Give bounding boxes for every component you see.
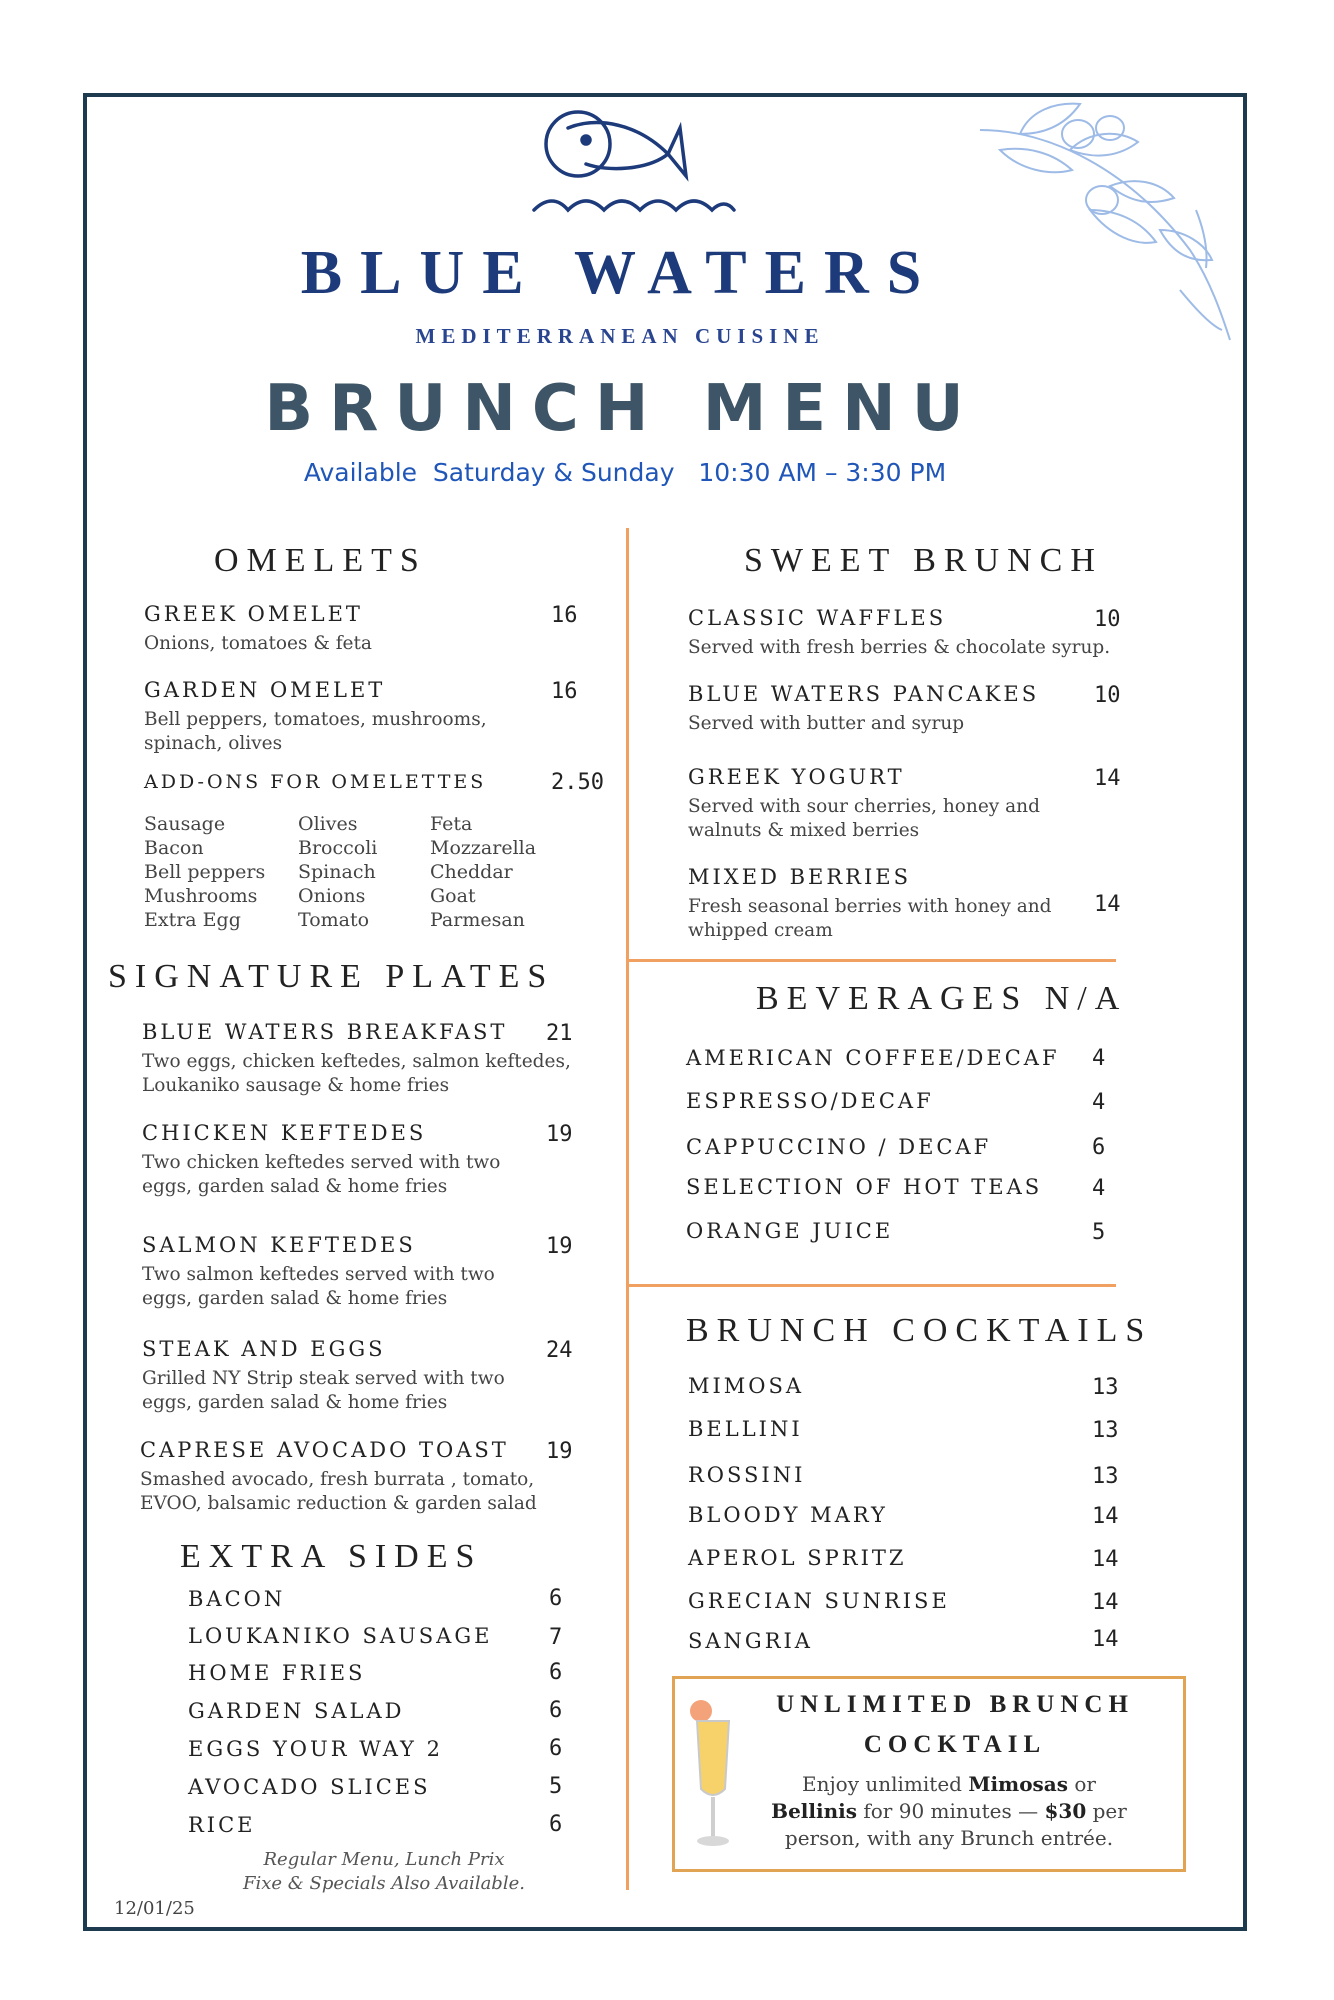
addons-price: 2.50 bbox=[551, 770, 604, 795]
beverage-name: AMERICAN COFFEE/DECAF bbox=[686, 1046, 1060, 1070]
menu-item-description: Onions, tomatoes & feta bbox=[144, 633, 372, 654]
cocktail-name: BELLINI bbox=[688, 1417, 803, 1441]
beverage-price: 4 bbox=[1092, 1176, 1106, 1201]
menu-item-name: BLUE WATERS PANCAKES bbox=[688, 682, 1040, 706]
menu-item-name: MIXED BERRIES bbox=[688, 865, 911, 889]
side-item-price: 6 bbox=[549, 1586, 563, 1611]
menu-item-description: Grilled NY Strip steak served with two eggs, garden salad & home fries bbox=[142, 1368, 505, 1413]
addon-item: Extra Egg bbox=[144, 909, 241, 931]
promo-title: UNLIMITED BRUNCH bbox=[776, 1691, 1134, 1718]
menu-item-price: 19 bbox=[546, 1122, 573, 1147]
addon-item: Tomato bbox=[298, 909, 370, 931]
addon-item: Mozzarella bbox=[430, 837, 537, 859]
brand-subtitle: MEDITERRANEAN CUISINE bbox=[415, 324, 825, 348]
menu-item-description: Served with fresh berries & chocolate syrup. bbox=[688, 637, 1111, 658]
menu-item-description: Two chicken keftedes served with two eggs, garden salad & home fries bbox=[142, 1152, 501, 1197]
menu-item-name: CHICKEN KEFTEDES bbox=[142, 1121, 427, 1145]
section-title-brunch-cocktails: BRUNCH COCKTAILS bbox=[686, 1312, 1153, 1349]
unlimited-cocktail-promo bbox=[672, 1676, 1186, 1872]
menu-item-price: 21 bbox=[546, 1021, 573, 1046]
cocktail-name: BLOODY MARY bbox=[688, 1503, 888, 1527]
beverage-price: 5 bbox=[1092, 1220, 1106, 1245]
cocktail-name: ROSSINI bbox=[688, 1463, 806, 1487]
addon-item: Onions bbox=[298, 885, 366, 907]
menu-item-description: Two eggs, chicken keftedes, salmon keftedes, Loukaniko sausage & home fries bbox=[142, 1051, 571, 1096]
menu-item-description: Two salmon keftedes served with two eggs, garden salad & home fries bbox=[142, 1264, 495, 1309]
beverage-price: 4 bbox=[1092, 1046, 1106, 1071]
cocktail-price: 13 bbox=[1092, 1418, 1119, 1443]
menu-item-name: STEAK AND EGGS bbox=[142, 1337, 386, 1361]
addon-item: Cheddar bbox=[430, 861, 513, 883]
promo-text: per person, with any Brunch entrée. bbox=[784, 1799, 1127, 1850]
menu-item-name: CAPRESE AVOCADO TOAST bbox=[140, 1438, 509, 1462]
cocktail-price: 14 bbox=[1092, 1504, 1119, 1529]
footer-note-line: Regular Menu, Lunch Prix bbox=[263, 1849, 505, 1870]
menu-item-description: Served with sour cherries, honey and walnuts & mixed berries bbox=[688, 796, 1040, 841]
cocktail-price: 14 bbox=[1092, 1547, 1119, 1572]
addons-column bbox=[298, 812, 377, 932]
cocktail-name: MIMOSA bbox=[688, 1374, 805, 1398]
promo-description bbox=[759, 1771, 1139, 1852]
olive-branch-icon bbox=[960, 90, 1240, 350]
side-item-price: 6 bbox=[549, 1698, 563, 1723]
cocktail-price: 13 bbox=[1092, 1464, 1119, 1489]
menu-item-price: 10 bbox=[1094, 607, 1121, 632]
section-title-signature-plates: SIGNATURE PLATES bbox=[108, 958, 555, 995]
section-divider bbox=[628, 1284, 1116, 1287]
cocktail-price: 14 bbox=[1092, 1590, 1119, 1615]
addon-item: Parmesan bbox=[430, 909, 525, 931]
section-title-omelets: OMELETS bbox=[214, 542, 427, 579]
side-item-name: GARDEN SALAD bbox=[188, 1699, 405, 1723]
menu-item-name: CLASSIC WAFFLES bbox=[688, 606, 947, 630]
menu-item-price: 10 bbox=[1094, 683, 1121, 708]
addons-column bbox=[430, 812, 536, 932]
promo-text: for 90 minutes — bbox=[857, 1799, 1045, 1823]
side-item-price: 6 bbox=[549, 1660, 563, 1685]
champagne-glass-icon bbox=[685, 1697, 741, 1857]
menu-item-price: 14 bbox=[1094, 766, 1121, 791]
side-item-name: EGGS YOUR WAY 2 bbox=[188, 1737, 443, 1761]
menu-item-description: Bell peppers, tomatoes, mushrooms, spinach, olives bbox=[144, 709, 487, 754]
side-item-price: 6 bbox=[549, 1736, 563, 1761]
promo-price: $30 bbox=[1044, 1799, 1087, 1823]
addons-column bbox=[144, 812, 265, 932]
beverage-price: 4 bbox=[1092, 1090, 1106, 1115]
promo-text: or bbox=[1068, 1772, 1096, 1796]
menu-item-price: 16 bbox=[551, 679, 578, 704]
addon-item: Broccoli bbox=[298, 837, 378, 859]
section-divider bbox=[628, 959, 1116, 962]
beverage-price: 6 bbox=[1092, 1135, 1106, 1160]
addon-item: Mushrooms bbox=[144, 885, 258, 907]
menu-item-price: 16 bbox=[551, 603, 578, 628]
promo-highlight: Bellinis bbox=[771, 1799, 857, 1823]
brand-name: BLUE WATERS bbox=[300, 239, 940, 307]
availability-hours: Available Saturday & Sunday 10:30 AM – 3:30 PM bbox=[303, 458, 947, 487]
section-title-extra-sides: EXTRA SIDES bbox=[180, 1538, 483, 1575]
promo-text: Enjoy unlimited bbox=[801, 1772, 969, 1796]
cocktail-name: SANGRIA bbox=[688, 1629, 813, 1653]
menu-item-description: Smashed avocado, fresh burrata , tomato, EVOO, balsamic reduction & garden salad bbox=[140, 1469, 537, 1514]
promo-highlight: Mimosas bbox=[968, 1772, 1069, 1796]
addons-label: ADD-ONS FOR OMELETTES bbox=[144, 771, 487, 793]
menu-item-price: 19 bbox=[546, 1234, 573, 1259]
fish-logo-icon bbox=[528, 106, 740, 224]
promo-heading bbox=[735, 1685, 1175, 1765]
menu-item-description: Fresh seasonal berries with honey and whipped cream bbox=[688, 896, 1052, 941]
promo-title: COCKTAIL bbox=[863, 1731, 1047, 1758]
beverage-name: ESPRESSO/DECAF bbox=[686, 1089, 934, 1113]
menu-item-description: Served with butter and syrup bbox=[688, 713, 965, 734]
addon-item: Sausage bbox=[144, 813, 226, 835]
side-item-name: RICE bbox=[188, 1813, 256, 1837]
menu-item-name: GREEK YOGURT bbox=[688, 765, 905, 789]
section-title-sweet-brunch: SWEET BRUNCH bbox=[744, 542, 1103, 579]
beverage-name: ORANGE JUICE bbox=[686, 1219, 894, 1243]
beverage-name: SELECTION OF HOT TEAS bbox=[686, 1175, 1043, 1199]
menu-item-price: 24 bbox=[546, 1338, 573, 1363]
cocktail-name: GRECIAN SUNRISE bbox=[688, 1589, 950, 1613]
addon-item: Bell peppers bbox=[144, 861, 266, 883]
cocktail-price: 13 bbox=[1092, 1375, 1119, 1400]
column-divider bbox=[626, 528, 629, 1890]
page-title: BRUNCH MENU bbox=[264, 372, 980, 446]
menu-item-name: BLUE WATERS BREAKFAST bbox=[142, 1020, 508, 1044]
footer-note-line: Fixe & Specials Also Available. bbox=[243, 1873, 525, 1894]
cocktail-name: APEROL SPRITZ bbox=[688, 1546, 907, 1570]
menu-item-name: SALMON KEFTEDES bbox=[142, 1233, 416, 1257]
section-title-beverages: BEVERAGES N/A bbox=[756, 980, 1128, 1017]
menu-item-name: GREEK OMELET bbox=[144, 602, 363, 626]
addon-item: Olives bbox=[298, 813, 358, 835]
addon-item: Goat bbox=[430, 885, 476, 907]
cocktail-price: 14 bbox=[1092, 1627, 1119, 1652]
side-item-price: 5 bbox=[549, 1774, 563, 1799]
addon-item: Spinach bbox=[298, 861, 376, 883]
menu-item-name: GARDEN OMELET bbox=[144, 678, 386, 702]
side-item-name: BACON bbox=[188, 1587, 286, 1611]
menu-item-price: 14 bbox=[1094, 892, 1121, 917]
side-item-price: 7 bbox=[549, 1625, 563, 1650]
menu-date: 12/01/25 bbox=[114, 1898, 195, 1919]
beverage-name: CAPPUCCINO / DECAF bbox=[686, 1135, 992, 1159]
addon-item: Bacon bbox=[144, 837, 204, 859]
side-item-name: HOME FRIES bbox=[188, 1661, 366, 1685]
addon-item: Feta bbox=[430, 813, 473, 835]
side-item-name: AVOCADO SLICES bbox=[188, 1775, 431, 1799]
side-item-name: LOUKANIKO SAUSAGE bbox=[188, 1624, 493, 1648]
menu-item-price: 19 bbox=[546, 1439, 573, 1464]
side-item-price: 6 bbox=[549, 1812, 563, 1837]
footer-note bbox=[214, 1848, 554, 1896]
